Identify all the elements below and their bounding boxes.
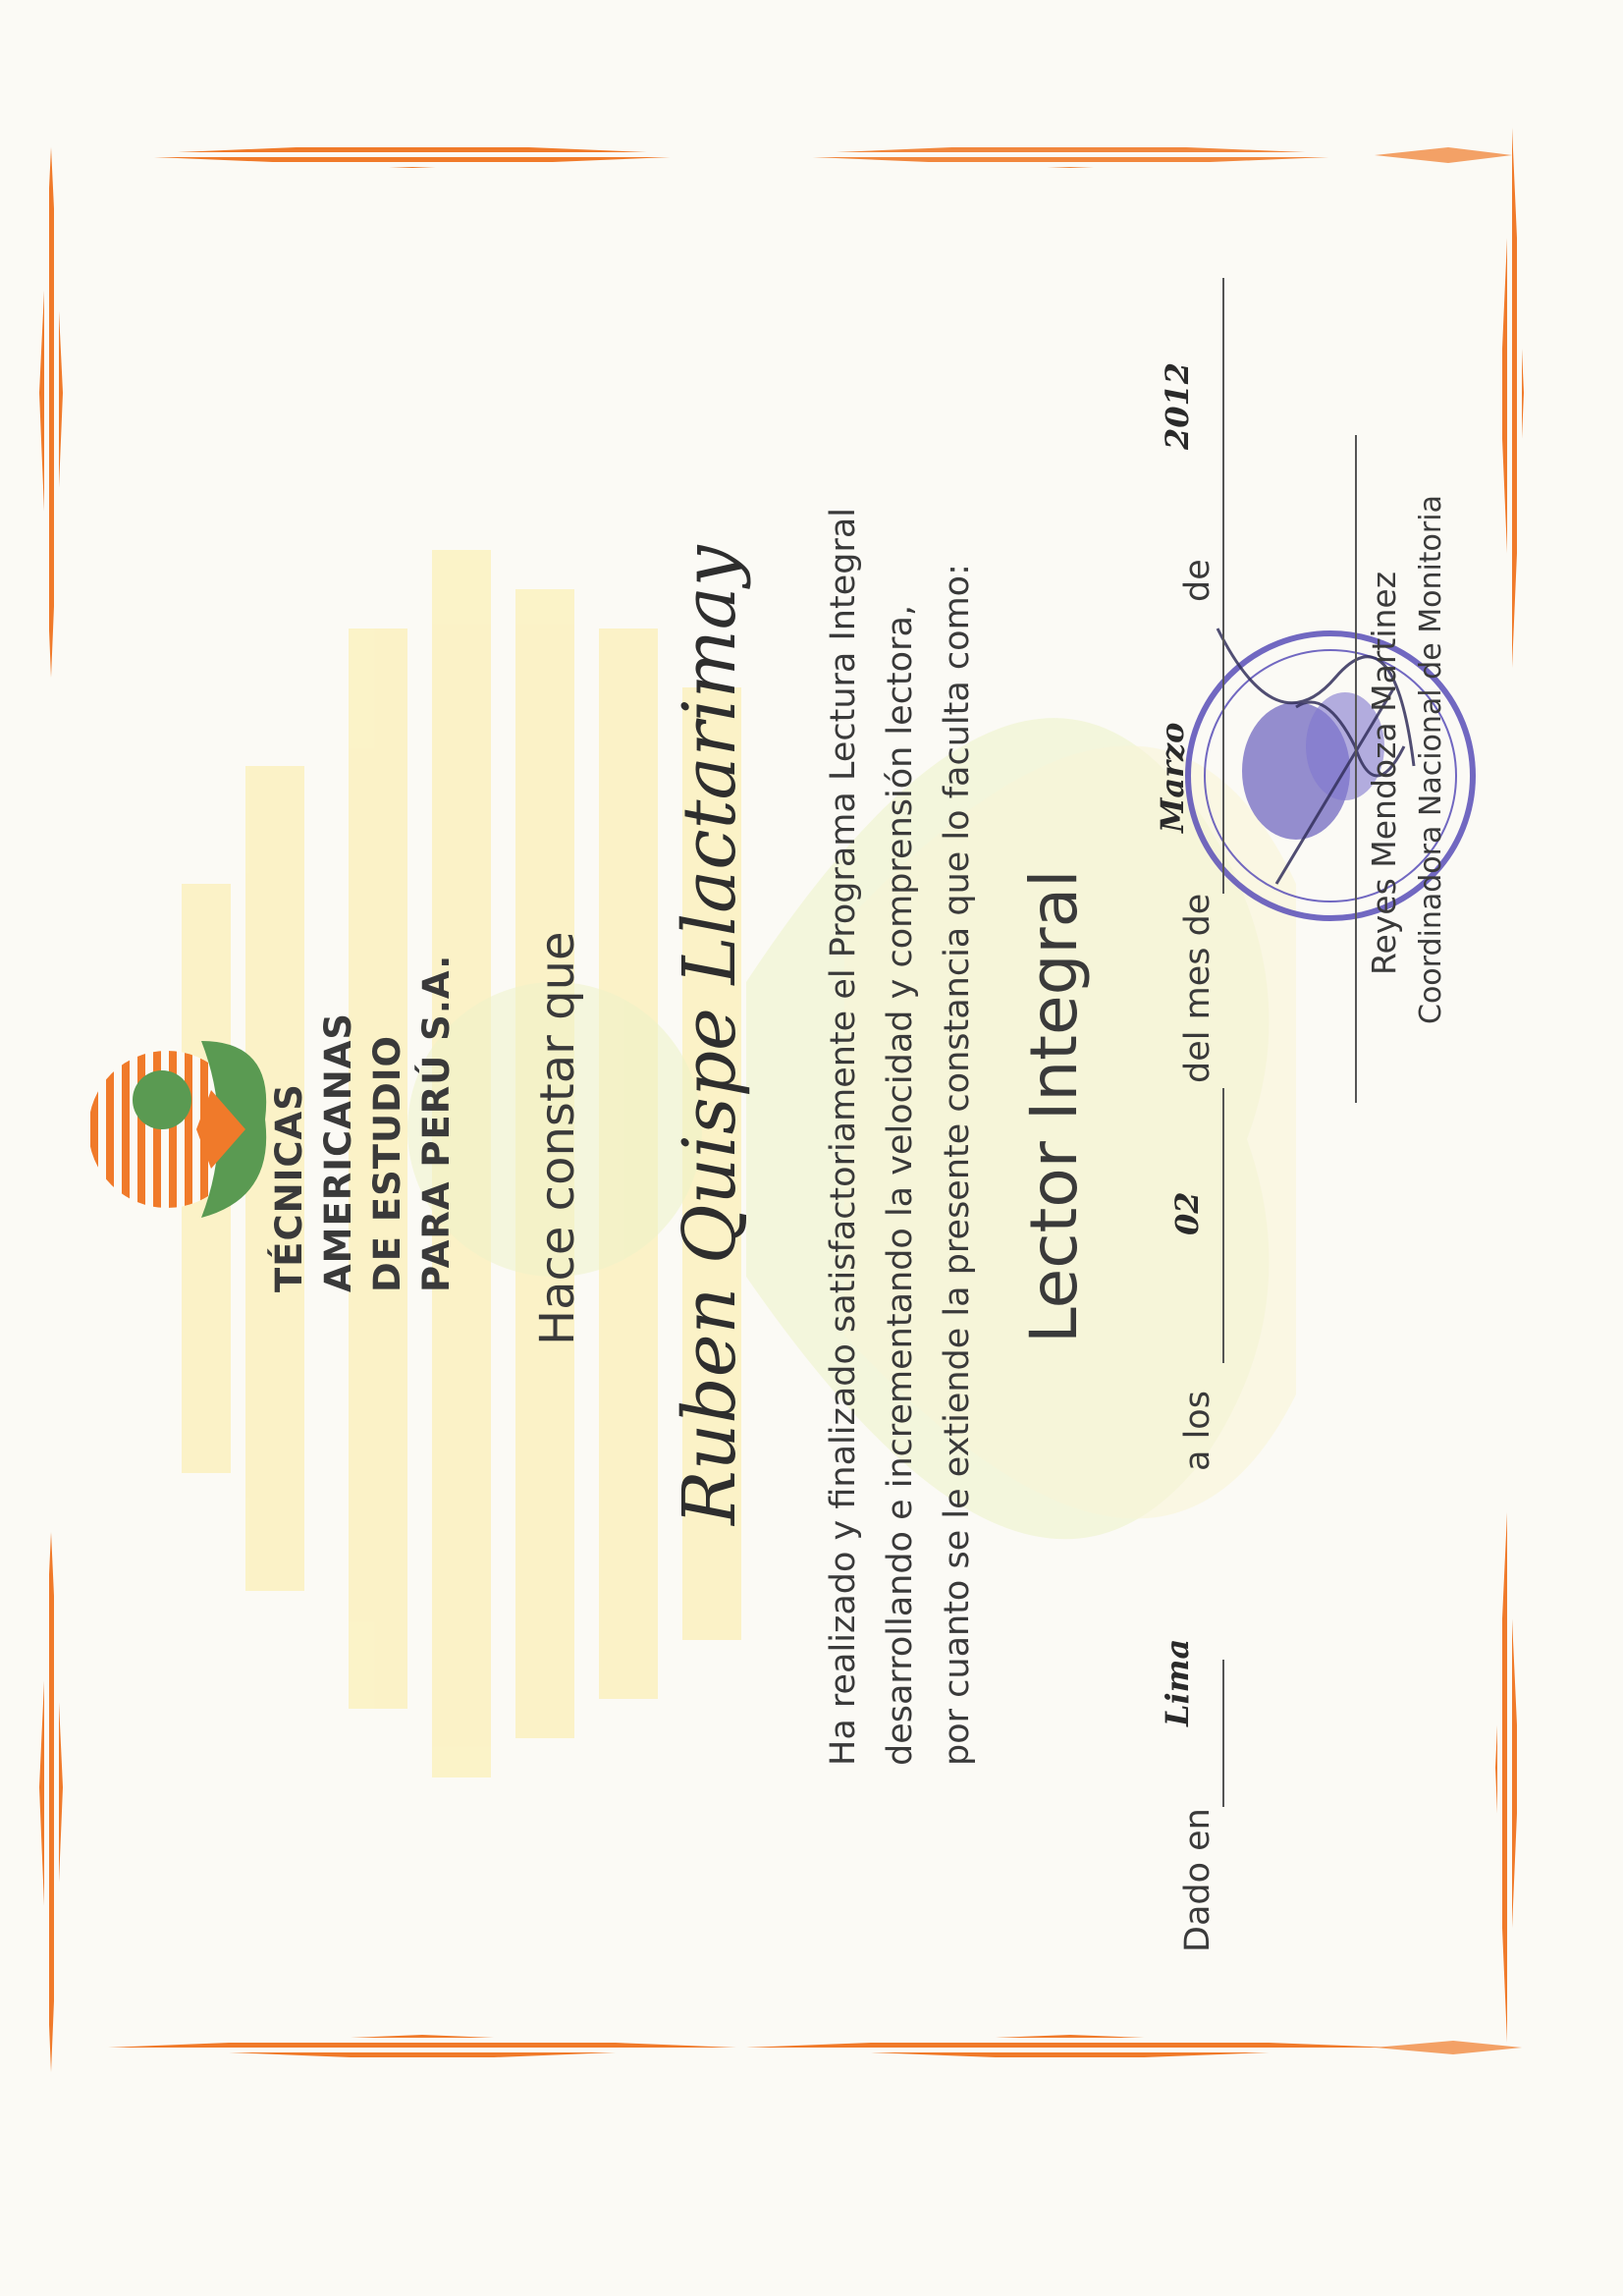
signatory-name: Reyes Mendoza Martinez [1365, 571, 1403, 975]
award-title: Lector Integral [1016, 869, 1092, 1343]
org-line-1: TÉCNICAS [268, 1083, 310, 1292]
day-line [1222, 1088, 1224, 1363]
body-line-2: desarrollando e incrementando la velocidad y comprensión lectora, [881, 604, 920, 1766]
lead-text: Hace constar que [530, 931, 585, 1345]
body-line-1: Ha realizado y finalizado satisfactoriamente el Programa Lectura Integral [824, 507, 863, 1766]
year-label: de [1178, 559, 1217, 602]
org-line-4: PARA PERÚ S.A. [415, 954, 458, 1292]
given-in-label: Dado en [1178, 1808, 1217, 1952]
year-line [1222, 278, 1224, 553]
month-value: Marzo [1154, 722, 1191, 833]
organization-name [265, 955, 461, 1292]
month-label: del mes de [1178, 893, 1217, 1083]
city-value: Lima [1159, 1638, 1196, 1726]
org-line-2: AMERICANAS [317, 1011, 359, 1292]
day-label: a los [1178, 1391, 1217, 1471]
signatory-role: Coordinadora Nacional de Monitoria [1414, 495, 1448, 1024]
certificate-body [815, 508, 986, 1766]
year-value: 2012 [1159, 361, 1196, 450]
city-line [1222, 1660, 1224, 1807]
body-line-3: por cuanto se le extiende la presente constancia que lo faculta como: [938, 564, 977, 1766]
signature-line [1355, 435, 1357, 1103]
day-value: 02 [1168, 1191, 1206, 1235]
org-line-3: DE ESTUDIO [366, 1034, 408, 1292]
recipient-name: Ruben Quispe Llactarimay [668, 545, 752, 1525]
